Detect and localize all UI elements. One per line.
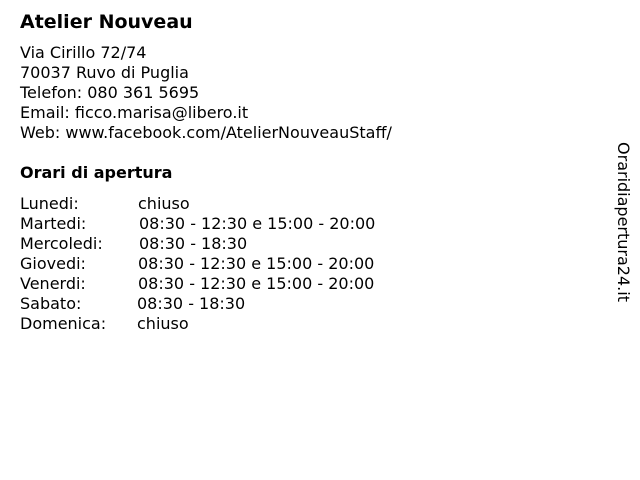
street-address: Via Cirillo 72/74 <box>20 43 147 62</box>
hours-heading: Orari di apertura <box>20 163 173 182</box>
business-name: Atelier Nouveau <box>20 11 193 33</box>
day-hours: 08:30 - 12:30 e 15:00 - 20:00 <box>138 254 375 273</box>
phone-line: Telefon: 080 361 5695 <box>20 83 200 102</box>
web-line: Web: www.facebook.com/AtelierNouveauStaff/ <box>20 123 392 142</box>
day-hours: 08:30 - 18:30 <box>137 294 246 313</box>
address-block <box>20 43 392 143</box>
day-label: Mercoledi: <box>20 234 103 253</box>
day-hours: chiuso <box>138 194 190 213</box>
day-hours: 08:30 - 12:30 e 15:00 - 20:00 <box>139 214 376 233</box>
site-watermark: Oraridiapertura24.it <box>614 142 633 302</box>
day-hours: 08:30 - 18:30 <box>139 234 248 253</box>
city-line: 70037 Ruvo di Puglia <box>20 63 189 82</box>
day-hours: 08:30 - 12:30 e 15:00 - 20:00 <box>138 274 375 293</box>
day-label: Domenica: <box>20 314 107 333</box>
day-label: Lunedi: <box>20 194 79 213</box>
day-label: Sabato: <box>20 294 82 313</box>
day-label: Venerdi: <box>20 274 86 293</box>
day-hours: chiuso <box>137 314 189 333</box>
day-label: Giovedi: <box>20 254 86 273</box>
day-label: Martedi: <box>20 214 87 233</box>
email-line: Email: ficco.marisa@libero.it <box>20 103 249 122</box>
